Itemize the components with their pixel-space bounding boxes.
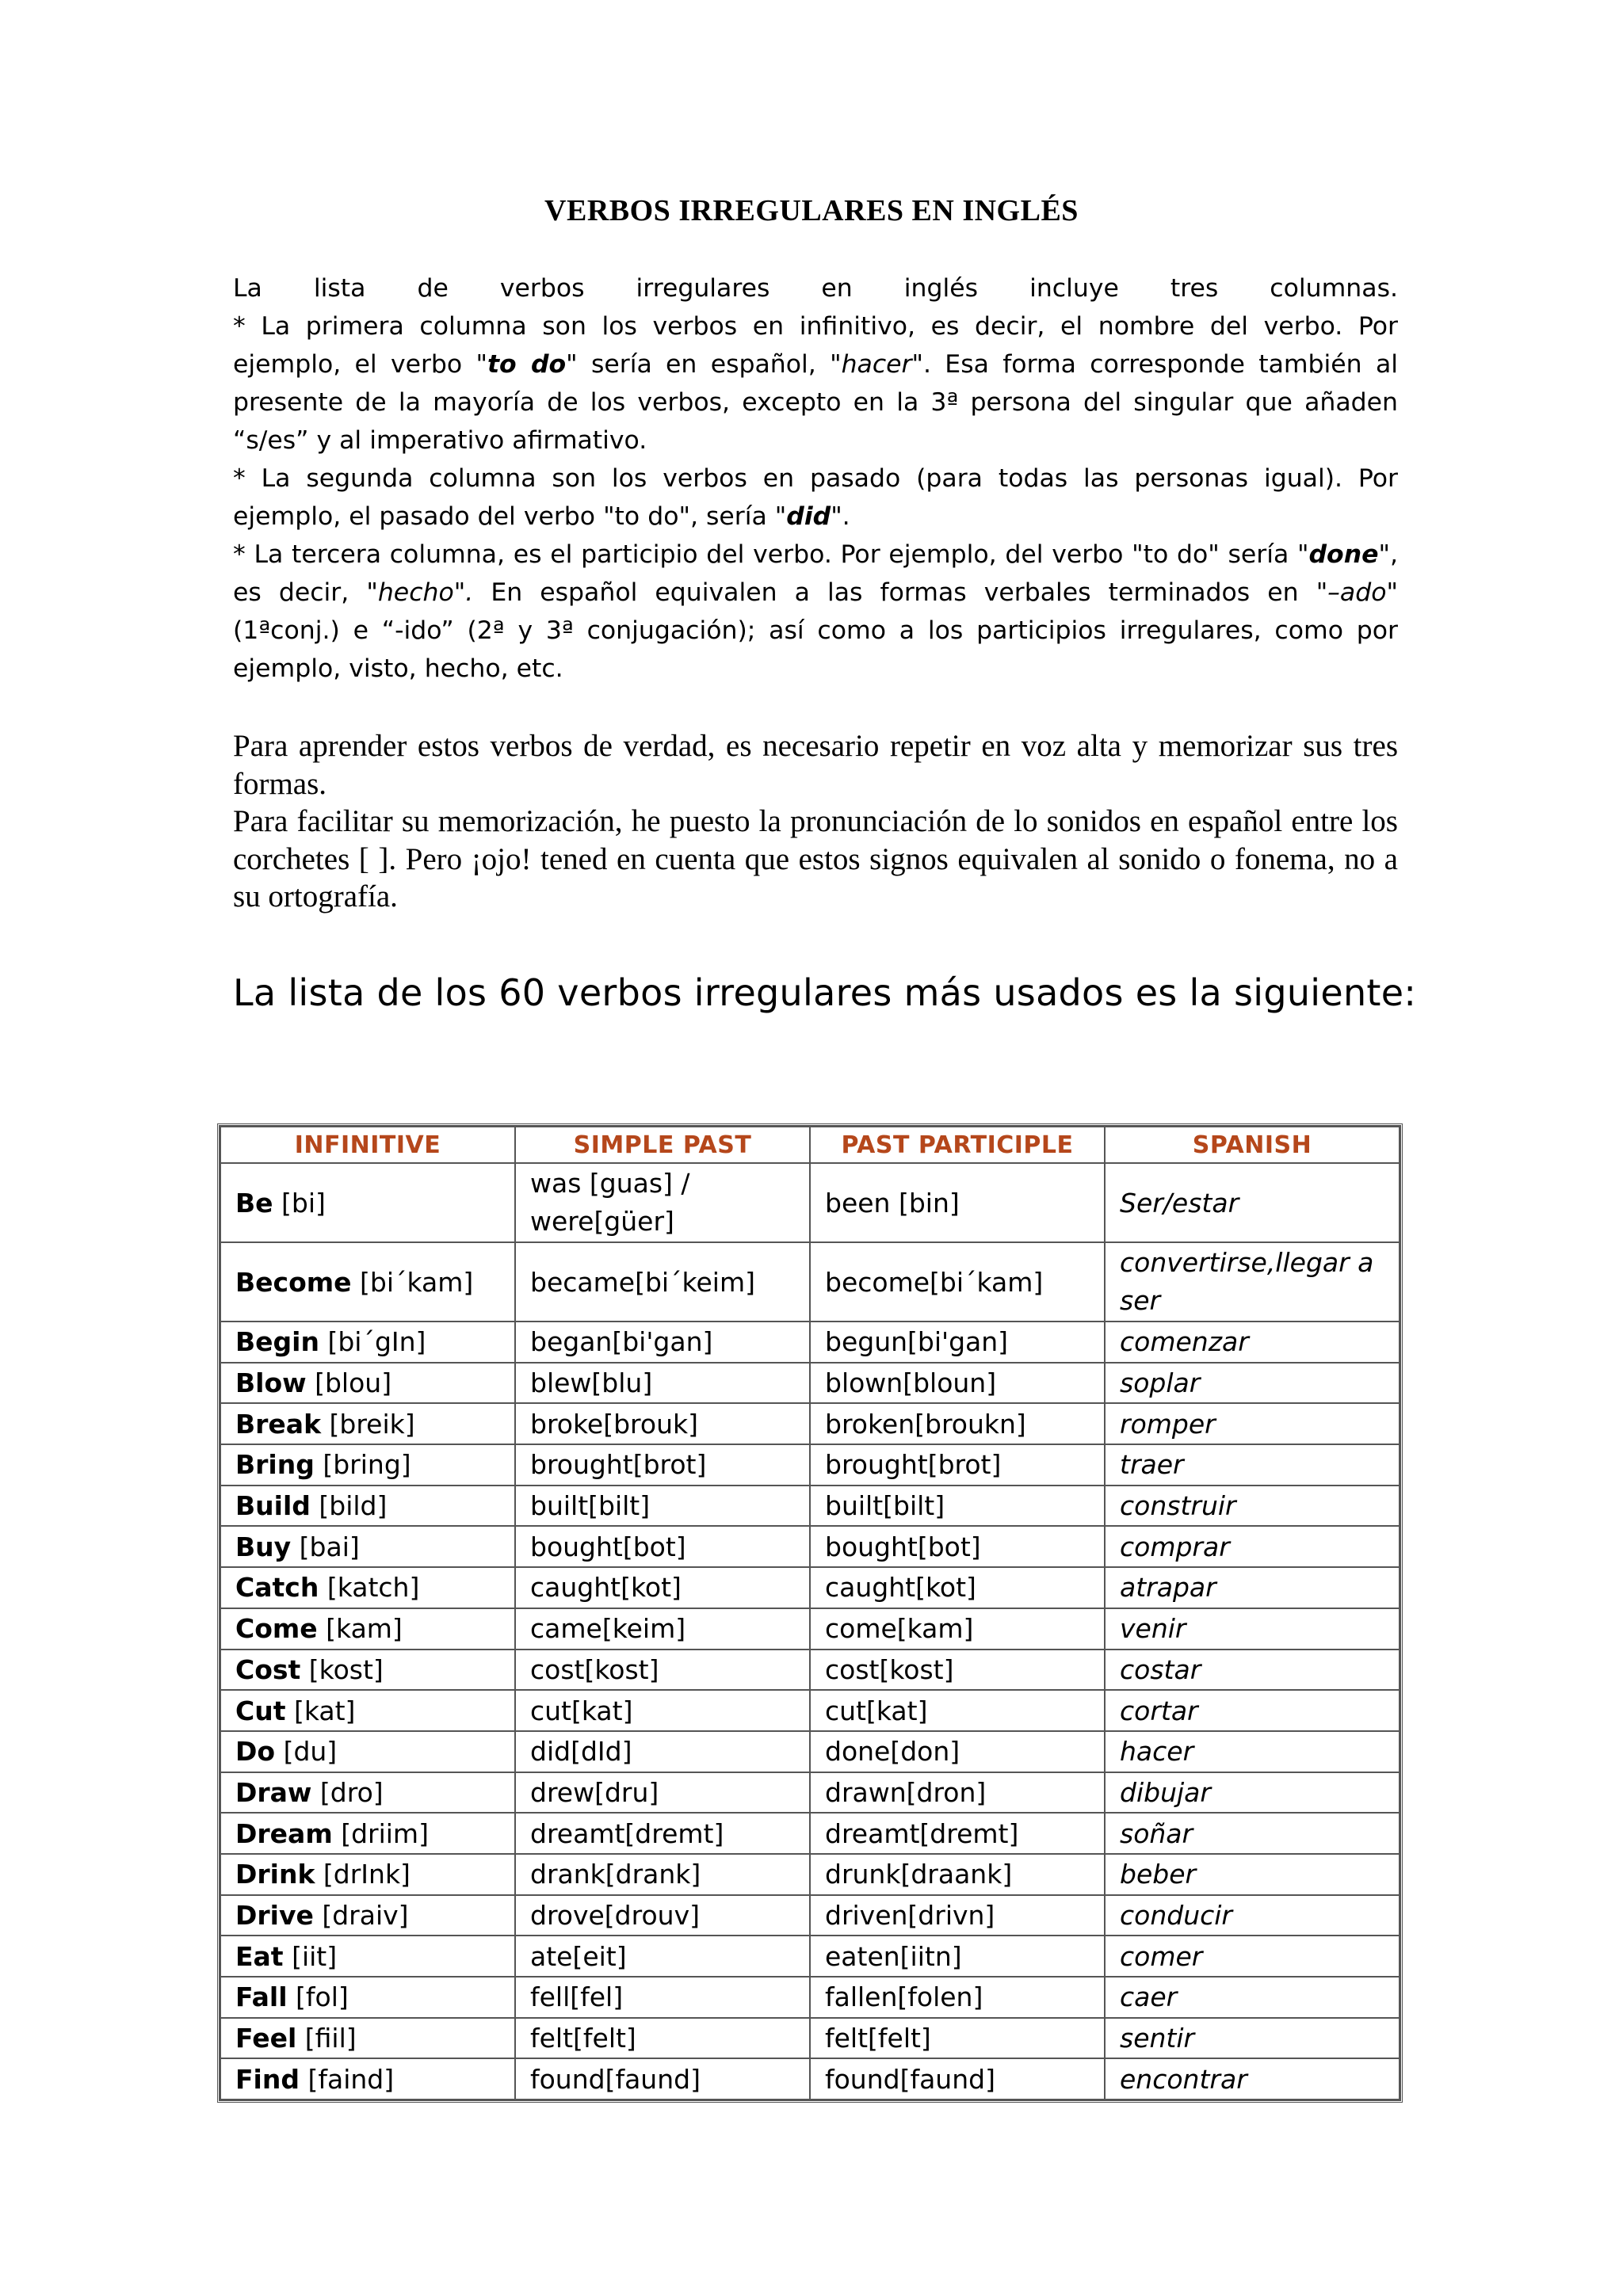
cell-infinitive: [220, 1731, 515, 1772]
verb-base: Feel: [235, 2023, 297, 2054]
table-row: [220, 2058, 1400, 2100]
cell-simple-past: broke[brouk]: [515, 1403, 810, 1444]
cell-simple-past: did[dId]: [515, 1731, 810, 1772]
verb-pronunciation: [blou]: [306, 1367, 392, 1399]
cell-infinitive: [220, 2058, 515, 2100]
intro-emphasis: "–ado": [1316, 578, 1398, 607]
cell-simple-past: bought[bot]: [515, 1526, 810, 1567]
cell-past-participle: begun[bi'gan]: [810, 1322, 1105, 1363]
cell-past-participle: bought[bot]: [810, 1526, 1105, 1567]
verb-pronunciation: [kam]: [317, 1613, 403, 1645]
table-row: [220, 1163, 1400, 1242]
table-row: [220, 1813, 1400, 1854]
intro-text: ", es decir, ": [233, 540, 1398, 607]
verb-base: Bring: [235, 1449, 315, 1481]
intro-text: * La primera columna son los verbos en infinitivo, es decir, el nombre del verbo. Por ejemplo, el verbo ": [233, 312, 1398, 379]
cell-past-participle: done[don]: [810, 1731, 1105, 1772]
cell-infinitive: [220, 1567, 515, 1608]
verbs-table-frame: [217, 1123, 1403, 2103]
cell-spanish: caer: [1105, 1977, 1400, 2018]
cell-spanish: cortar: [1105, 1690, 1400, 1731]
cell-simple-past: blew[blu]: [515, 1363, 810, 1404]
cell-spanish: beber: [1105, 1854, 1400, 1895]
cell-past-participle: blown[bloun]: [810, 1363, 1105, 1404]
verb-base: Do: [235, 1736, 276, 1768]
cell-infinitive: [220, 1486, 515, 1527]
header-spanish: SPANISH: [1105, 1127, 1400, 1163]
verb-base: Dream: [235, 1817, 333, 1849]
verb-base: Draw: [235, 1776, 312, 1808]
table-row: [220, 1526, 1400, 1567]
cell-simple-past: cut[kat]: [515, 1690, 810, 1731]
verb-base: Find: [235, 2063, 300, 2095]
intro-emphasis: did: [786, 502, 831, 531]
intro-text: ".: [831, 502, 850, 531]
cell-infinitive: [220, 1322, 515, 1363]
cell-simple-past: drew[dru]: [515, 1772, 810, 1814]
cell-simple-past: began[bi'gan]: [515, 1322, 810, 1363]
cell-simple-past: became[bi´keim]: [515, 1242, 810, 1322]
table-row: [220, 1731, 1400, 1772]
intro-emphasis: hacer: [841, 350, 912, 379]
cell-infinitive: [220, 1608, 515, 1650]
header-infinitive: INFINITIVE: [220, 1127, 515, 1163]
cell-spanish: dibujar: [1105, 1772, 1400, 1814]
cell-past-participle: become[bi´kam]: [810, 1242, 1105, 1322]
cell-spanish: construir: [1105, 1486, 1400, 1527]
verb-base: Eat: [235, 1940, 284, 1972]
cell-simple-past: drove[drouv]: [515, 1895, 810, 1936]
verb-pronunciation: [kat]: [285, 1695, 356, 1726]
verb-pronunciation: [bi]: [273, 1187, 326, 1219]
verb-base: Cost: [235, 1653, 301, 1685]
verb-pronunciation: [bild]: [310, 1490, 388, 1522]
cell-infinitive: [220, 1895, 515, 1936]
table-row: [220, 1977, 1400, 2018]
cell-spanish: comprar: [1105, 1526, 1400, 1567]
cell-simple-past: fell[fel]: [515, 1977, 810, 2018]
table-body: [220, 1163, 1400, 2100]
intro-section: [233, 269, 1398, 688]
cell-spanish: encontrar: [1105, 2058, 1400, 2100]
verb-pronunciation: [katch]: [319, 1572, 420, 1604]
cell-infinitive: [220, 1936, 515, 1977]
intro-text: (1ªconj.) e “-ido” (2ª y 3ª conjugación); así como a los participios irregulares, como por ejemplo, visto, hecho, etc.: [233, 616, 1398, 683]
intro-text: * La tercera columna, es el participio del verbo. Por ejemplo, del verbo "to do" sería ": [233, 540, 1309, 569]
verb-base: Blow: [235, 1367, 307, 1399]
cell-past-participle: found[faund]: [810, 2058, 1105, 2100]
header-simple-past: SIMPLE PAST: [515, 1127, 810, 1163]
table-row: [220, 1854, 1400, 1895]
cell-past-participle: built[bilt]: [810, 1486, 1105, 1527]
intro-paragraph-3: [233, 460, 1398, 536]
verb-pronunciation: [bring]: [314, 1449, 411, 1481]
cell-spanish: convertirse,llegar a ser: [1105, 1242, 1400, 1322]
table-row: [220, 1936, 1400, 1977]
cell-spanish: soplar: [1105, 1363, 1400, 1404]
verb-base: Become: [235, 1266, 352, 1298]
cell-spanish: atrapar: [1105, 1567, 1400, 1608]
list-heading: La lista de los 60 verbos irregulares más usados es la siguiente:: [233, 971, 1417, 1014]
table-row: [220, 1322, 1400, 1363]
verb-pronunciation: [drInk]: [315, 1859, 411, 1890]
table-row: [220, 1444, 1400, 1486]
verb-base: Begin: [235, 1326, 319, 1358]
verb-base: Drink: [235, 1859, 315, 1890]
cell-spanish: venir: [1105, 1608, 1400, 1650]
verb-pronunciation: [fiil]: [296, 2023, 357, 2054]
cell-infinitive: [220, 1650, 515, 1691]
intro-text: En español equivalen a las formas verbales terminados en: [473, 578, 1316, 607]
table-row: [220, 1403, 1400, 1444]
cell-infinitive: [220, 1444, 515, 1486]
cell-infinitive: [220, 1854, 515, 1895]
cell-past-participle: caught[kot]: [810, 1567, 1105, 1608]
verb-pronunciation: [fol]: [287, 1981, 349, 2013]
verb-base: Be: [235, 1187, 273, 1219]
intro-emphasis: done: [1308, 540, 1379, 569]
verb-pronunciation: [faind]: [299, 2063, 395, 2095]
cell-infinitive: [220, 1242, 515, 1322]
verb-pronunciation: [driim]: [332, 1817, 429, 1849]
advice-paragraph-2: Para facilitar su memorización, he puesto la pronunciación de lo sonidos en español entre los corchetes [ ]. Pero ¡ojo! tened en cuenta que estos signos equivalen al sonido o fonema, no a su ortografía.: [233, 804, 1398, 913]
verb-base: Fall: [235, 1981, 288, 2013]
table-row: [220, 1567, 1400, 1608]
verb-base: Cut: [235, 1695, 286, 1726]
verb-pronunciation: [du]: [275, 1736, 338, 1768]
table-row: [220, 2018, 1400, 2059]
cell-simple-past: brought[brot]: [515, 1444, 810, 1486]
irregular-verbs-table: [220, 1126, 1400, 2100]
cell-past-participle: been [bin]: [810, 1163, 1105, 1242]
intro-paragraph-4: [233, 536, 1398, 688]
verb-pronunciation: [draiv]: [313, 1899, 409, 1931]
header-past-participle: PAST PARTICIPLE: [810, 1127, 1105, 1163]
cell-spanish: sentir: [1105, 2018, 1400, 2059]
verb-base: Break: [235, 1408, 322, 1440]
cell-spanish: soñar: [1105, 1813, 1400, 1854]
table-header-row: [220, 1127, 1400, 1163]
cell-spanish: conducir: [1105, 1895, 1400, 1936]
advice-paragraph-1: Para aprender estos verbos de verdad, es necesario repetir en voz alta y memorizar sus tres formas.: [233, 729, 1398, 801]
intro-emphasis: to do: [487, 350, 567, 379]
cell-infinitive: [220, 1403, 515, 1444]
verb-pronunciation: [bai]: [291, 1531, 360, 1562]
cell-infinitive: [220, 1977, 515, 2018]
cell-infinitive: [220, 1813, 515, 1854]
verb-base: Come: [235, 1613, 318, 1645]
cell-spanish: comenzar: [1105, 1322, 1400, 1363]
cell-infinitive: [220, 2018, 515, 2059]
table-row: [220, 1895, 1400, 1936]
cell-spanish: romper: [1105, 1403, 1400, 1444]
cell-spanish: costar: [1105, 1650, 1400, 1691]
intro-paragraph-1: La lista de verbos irregulares en inglés incluye tres columnas.: [233, 274, 1398, 303]
verb-pronunciation: [kost]: [300, 1653, 384, 1685]
cell-simple-past: came[keim]: [515, 1608, 810, 1650]
table-row: [220, 1772, 1400, 1814]
verb-pronunciation: [dro]: [311, 1776, 384, 1808]
table-row: [220, 1690, 1400, 1731]
cell-spanish: hacer: [1105, 1731, 1400, 1772]
intro-paragraph-2: [233, 307, 1398, 460]
intro-emphasis: hecho".: [377, 578, 474, 607]
cell-past-participle: drawn[dron]: [810, 1772, 1105, 1814]
cell-past-participle: broken[broukn]: [810, 1403, 1105, 1444]
verb-pronunciation: [bi´gIn]: [319, 1326, 426, 1358]
cell-simple-past: dreamt[dremt]: [515, 1813, 810, 1854]
cell-simple-past: cost[kost]: [515, 1650, 810, 1691]
table-row: [220, 1650, 1400, 1691]
cell-simple-past: ate[eit]: [515, 1936, 810, 1977]
cell-past-participle: cut[kat]: [810, 1690, 1105, 1731]
verb-pronunciation: [iit]: [283, 1940, 338, 1972]
cell-past-participle: drunk[draank]: [810, 1854, 1105, 1895]
table-row: [220, 1608, 1400, 1650]
cell-past-participle: fallen[folen]: [810, 1977, 1105, 2018]
verb-base: Build: [235, 1490, 311, 1522]
advice-section: [233, 727, 1398, 916]
intro-text: * La segunda columna son los verbos en pasado (para todas las personas igual). Por ejemplo, el pasado del verbo "to do", sería ": [233, 464, 1398, 531]
cell-past-participle: dreamt[dremt]: [810, 1813, 1105, 1854]
verb-base: Catch: [235, 1572, 319, 1604]
verb-pronunciation: [breik]: [321, 1408, 415, 1440]
cell-spanish: Ser/estar: [1105, 1163, 1400, 1242]
cell-simple-past: felt[felt]: [515, 2018, 810, 2059]
table-row: [220, 1242, 1400, 1322]
cell-simple-past: was [guas] / were[güer]: [515, 1163, 810, 1242]
cell-past-participle: eaten[iitn]: [810, 1936, 1105, 1977]
page-title: VERBOS IRREGULARES EN INGLÉS: [544, 194, 1079, 227]
cell-infinitive: [220, 1526, 515, 1567]
cell-infinitive: [220, 1690, 515, 1731]
intro-text: " sería en español, ": [566, 350, 842, 379]
verb-base: Drive: [235, 1899, 314, 1931]
cell-infinitive: [220, 1163, 515, 1242]
verb-base: Buy: [235, 1531, 292, 1562]
table-row: [220, 1486, 1400, 1527]
cell-simple-past: caught[kot]: [515, 1567, 810, 1608]
cell-spanish: comer: [1105, 1936, 1400, 1977]
intro-text: ". Esa forma corresponde también al presente de la mayoría de los verbos, excepto en la 3ª persona del singular que añaden “s/es” y al imperativo afirmativo.: [233, 350, 1399, 455]
table-row: [220, 1363, 1400, 1404]
cell-simple-past: built[bilt]: [515, 1486, 810, 1527]
cell-simple-past: drank[drank]: [515, 1854, 810, 1895]
cell-past-participle: driven[drivn]: [810, 1895, 1105, 1936]
cell-infinitive: [220, 1772, 515, 1814]
verb-pronunciation: [bi´kam]: [351, 1266, 474, 1298]
cell-past-participle: felt[felt]: [810, 2018, 1105, 2059]
cell-spanish: traer: [1105, 1444, 1400, 1486]
cell-past-participle: come[kam]: [810, 1608, 1105, 1650]
cell-simple-past: found[faund]: [515, 2058, 810, 2100]
cell-past-participle: brought[brot]: [810, 1444, 1105, 1486]
cell-past-participle: cost[kost]: [810, 1650, 1105, 1691]
cell-infinitive: [220, 1363, 515, 1404]
